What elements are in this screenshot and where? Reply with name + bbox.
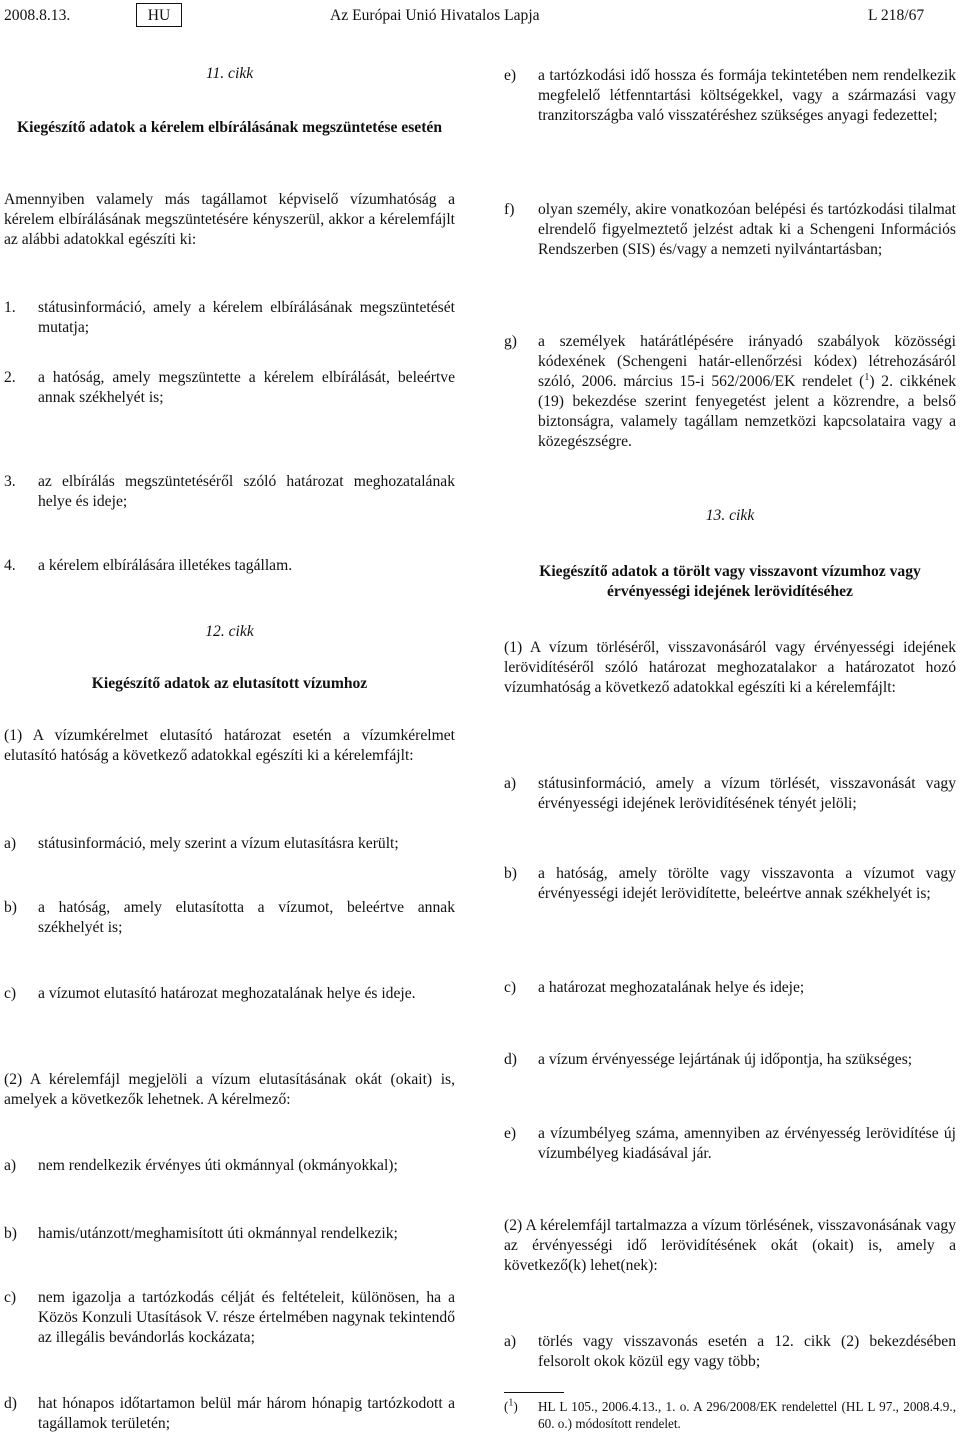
journal-title: Az Európai Unió Hivatalos Lapja bbox=[330, 7, 540, 24]
item-label: 3. bbox=[4, 473, 16, 490]
list-item bbox=[4, 368, 455, 408]
language-badge: HU bbox=[136, 3, 182, 27]
article-12-heading: 12. cikk bbox=[205, 623, 254, 640]
item-text: a vízum érvényessége lejártának új időpontja, ha szükséges; bbox=[538, 1051, 913, 1068]
item-label: d) bbox=[4, 1395, 17, 1412]
list-item bbox=[4, 834, 455, 854]
item-text: a hatóság, amely megszüntette a kérelem elbírálását, beleértve annak székhelyét is; bbox=[38, 369, 455, 406]
list-item bbox=[504, 774, 956, 814]
list-item bbox=[4, 1224, 455, 1244]
item-text: státusinformáció, amely a kérelem elbírálásának megszüntetését mutatja; bbox=[38, 299, 455, 336]
article-11-heading: 11. cikk bbox=[205, 65, 254, 82]
item-text: olyan személy, akire vonatkozóan belépési és tartózkodási tilalmat elrendelő figyelmeztető jelzést adtak ki a Schengeni Információs Rendszerben (SIS) és/vagy a nemzeti nyilvántartásban; bbox=[538, 201, 956, 258]
item-label: 4. bbox=[4, 557, 16, 574]
footnote bbox=[504, 1398, 956, 1432]
item-label: a) bbox=[4, 835, 17, 852]
list-item bbox=[504, 1124, 956, 1164]
article-11-intro: Amennyiben valamely más tagállamot képviselő vízumhatóság a kérelem elbírálásának megszüntetésére kényszerül, akkor a kérelemfájlt az alábbi adatokkal egészíti ki: bbox=[4, 191, 455, 248]
list-item bbox=[504, 864, 956, 904]
item-label: b) bbox=[504, 865, 517, 882]
list-item bbox=[504, 332, 956, 452]
item-text bbox=[538, 332, 956, 452]
item-text: a határozat meghozatalának helye és ideje; bbox=[538, 979, 805, 996]
list-item bbox=[4, 898, 455, 938]
list-item bbox=[4, 1288, 455, 1348]
article-13-para-2: (2) A kérelemfájl tartalmazza a vízum törlésének, visszavonásának vagy az érvényességi idő lerövidítésének okát (okait) is, amely a következő(k) lehet(nek): bbox=[504, 1217, 956, 1274]
list-item bbox=[504, 66, 956, 126]
item-label: d) bbox=[504, 1051, 517, 1068]
item-text: a hatóság, amely törölte vagy visszavonta a vízumot vagy érvényességi idejét lerövidítette, beleértve annak székhelyét is; bbox=[538, 865, 956, 902]
list-item bbox=[504, 978, 956, 998]
item-label: b) bbox=[4, 1225, 17, 1242]
item-text: törlés vagy visszavonás esetén a 12. cikk (2) bekezdésében felsorolt okok közül egy vagy több; bbox=[538, 1333, 956, 1370]
item-text: hamis/utánzott/meghamisított úti okmánnyal rendelkezik; bbox=[38, 1225, 398, 1242]
list-item bbox=[4, 556, 455, 576]
article-12-para-1: (1) A vízumkérelmet elutasító határozat esetén a vízumkérelmet elutasító hatóság a következő adatokkal egészíti ki a kérelemfájlt: bbox=[4, 727, 455, 764]
item-text: nem rendelkezik érvényes úti okmánnyal (okmányokkal); bbox=[38, 1157, 398, 1174]
item-label: e) bbox=[504, 1125, 517, 1142]
publication-date: 2008.8.13. bbox=[4, 7, 71, 24]
item-text: az elbírálás megszüntetéséről szóló határozat meghozatalának helye és ideje; bbox=[38, 473, 455, 510]
item-text: a kérelem elbírálására illetékes tagállam. bbox=[38, 557, 293, 574]
item-text: a vízumot elutasító határozat meghozatalának helye és ideje. bbox=[38, 985, 416, 1002]
list-item bbox=[504, 1332, 956, 1372]
footnote-rule bbox=[504, 1392, 564, 1393]
item-label: e) bbox=[504, 67, 517, 84]
footnote-ref: 1 bbox=[864, 371, 870, 383]
item-label: c) bbox=[4, 985, 17, 1002]
item-text-part: a személyek határátlépésére irányadó szabályok közösségi kódexének (Schengeni határ-ellenőrzési kódex) létrehozásáról szóló, 2006. március 15-i 562/2006/EK rendelet ( bbox=[538, 333, 956, 390]
item-label: b) bbox=[4, 899, 17, 916]
footnote-label-close: ) bbox=[513, 1399, 518, 1414]
item-label: a) bbox=[504, 775, 517, 792]
item-label: a) bbox=[504, 1333, 517, 1350]
item-text: a tartózkodási idő hossza és formája tekintetében nem rendelkezik megfelelő létfenntartási költségekkel, vagy a származási vagy tranzitországba való visszatéréshez szükséges anyagi fedezettel; bbox=[538, 67, 956, 124]
item-text: hat hónapos időtartamon belül már három hónapig tartózkodott a tagállamok területén; bbox=[38, 1395, 455, 1432]
footnote-text: HL L 105., 2006.4.13., 1. o. A 296/2008/EK rendelettel (HL L 97., 2008.4.9., 60. o.) módosított rendelet. bbox=[538, 1399, 956, 1431]
list-item bbox=[504, 1050, 956, 1070]
list-item bbox=[4, 298, 455, 338]
footnote-label-open: ( bbox=[504, 1399, 509, 1414]
item-text: a hatóság, amely elutasította a vízumot, beleértve annak székhelyét is; bbox=[38, 899, 455, 936]
list-item bbox=[4, 1156, 455, 1176]
list-item bbox=[4, 1394, 455, 1434]
item-label: 1. bbox=[4, 299, 16, 316]
right-column bbox=[504, 0, 956, 1438]
item-label: f) bbox=[504, 201, 515, 218]
article-13-para-1: (1) A vízum törléséről, visszavonásáról vagy érvényességi idejének lerövidítéséről szóló határozat meghozatalakor a határozatot hozó vízumhatóság a következő adatokkal egészíti ki a kérelemfájlt: bbox=[504, 639, 956, 696]
item-text: nem igazolja a tartózkodás célját és feltételeit, különösen, ha a Közös Konzuli Utasítások V. része értelmében nagynak tekintendő az illegális bevándorlás kockázata; bbox=[38, 1289, 455, 1346]
item-text: státusinformáció, amely a vízum törlését, visszavonását vagy érvényességi idejének lerövidítésének tényét jelöli; bbox=[538, 775, 956, 812]
item-text-part: ) 2. cikkének (19) bekezdése szerint fenyegetést jelent a közrendre, a belső biztonságra, valamely tagállam nemzetközi kapcsolataira vagy a közegészségre. bbox=[538, 373, 956, 450]
article-13-title: Kiegészítő adatok a törölt vagy visszavont vízumhoz vagy érvényességi idejének lerövidítéséhez bbox=[539, 563, 921, 600]
left-column bbox=[4, 0, 455, 1438]
list-item bbox=[4, 472, 455, 512]
list-item bbox=[504, 200, 956, 260]
list-item bbox=[4, 984, 455, 1004]
article-12-para-2: (2) A kérelemfájl megjelöli a vízum elutasításának okát (okait) is, amelyek a következők lehetnek. A kérelmező: bbox=[4, 1071, 455, 1108]
item-text: státusinformáció, mely szerint a vízum elutasításra került; bbox=[38, 835, 399, 852]
article-12-title: Kiegészítő adatok az elutasított vízumhoz bbox=[91, 675, 368, 692]
page-reference: L 218/67 bbox=[868, 7, 925, 24]
item-label: g) bbox=[504, 333, 517, 350]
article-11-title: Kiegészítő adatok a kérelem elbírálásának megszüntetése esetén bbox=[17, 119, 442, 136]
footnote-number: 1 bbox=[508, 1397, 514, 1409]
item-label: c) bbox=[4, 1289, 17, 1306]
item-label: c) bbox=[504, 979, 517, 996]
article-13-heading: 13. cikk bbox=[705, 507, 755, 524]
item-label: 2. bbox=[4, 369, 16, 386]
footnote-label bbox=[504, 1398, 518, 1415]
item-label: a) bbox=[4, 1157, 17, 1174]
item-text: a vízumbélyeg száma, amennyiben az érvényesség lerövidítése új vízumbélyeg kiadásával jár. bbox=[538, 1125, 956, 1162]
